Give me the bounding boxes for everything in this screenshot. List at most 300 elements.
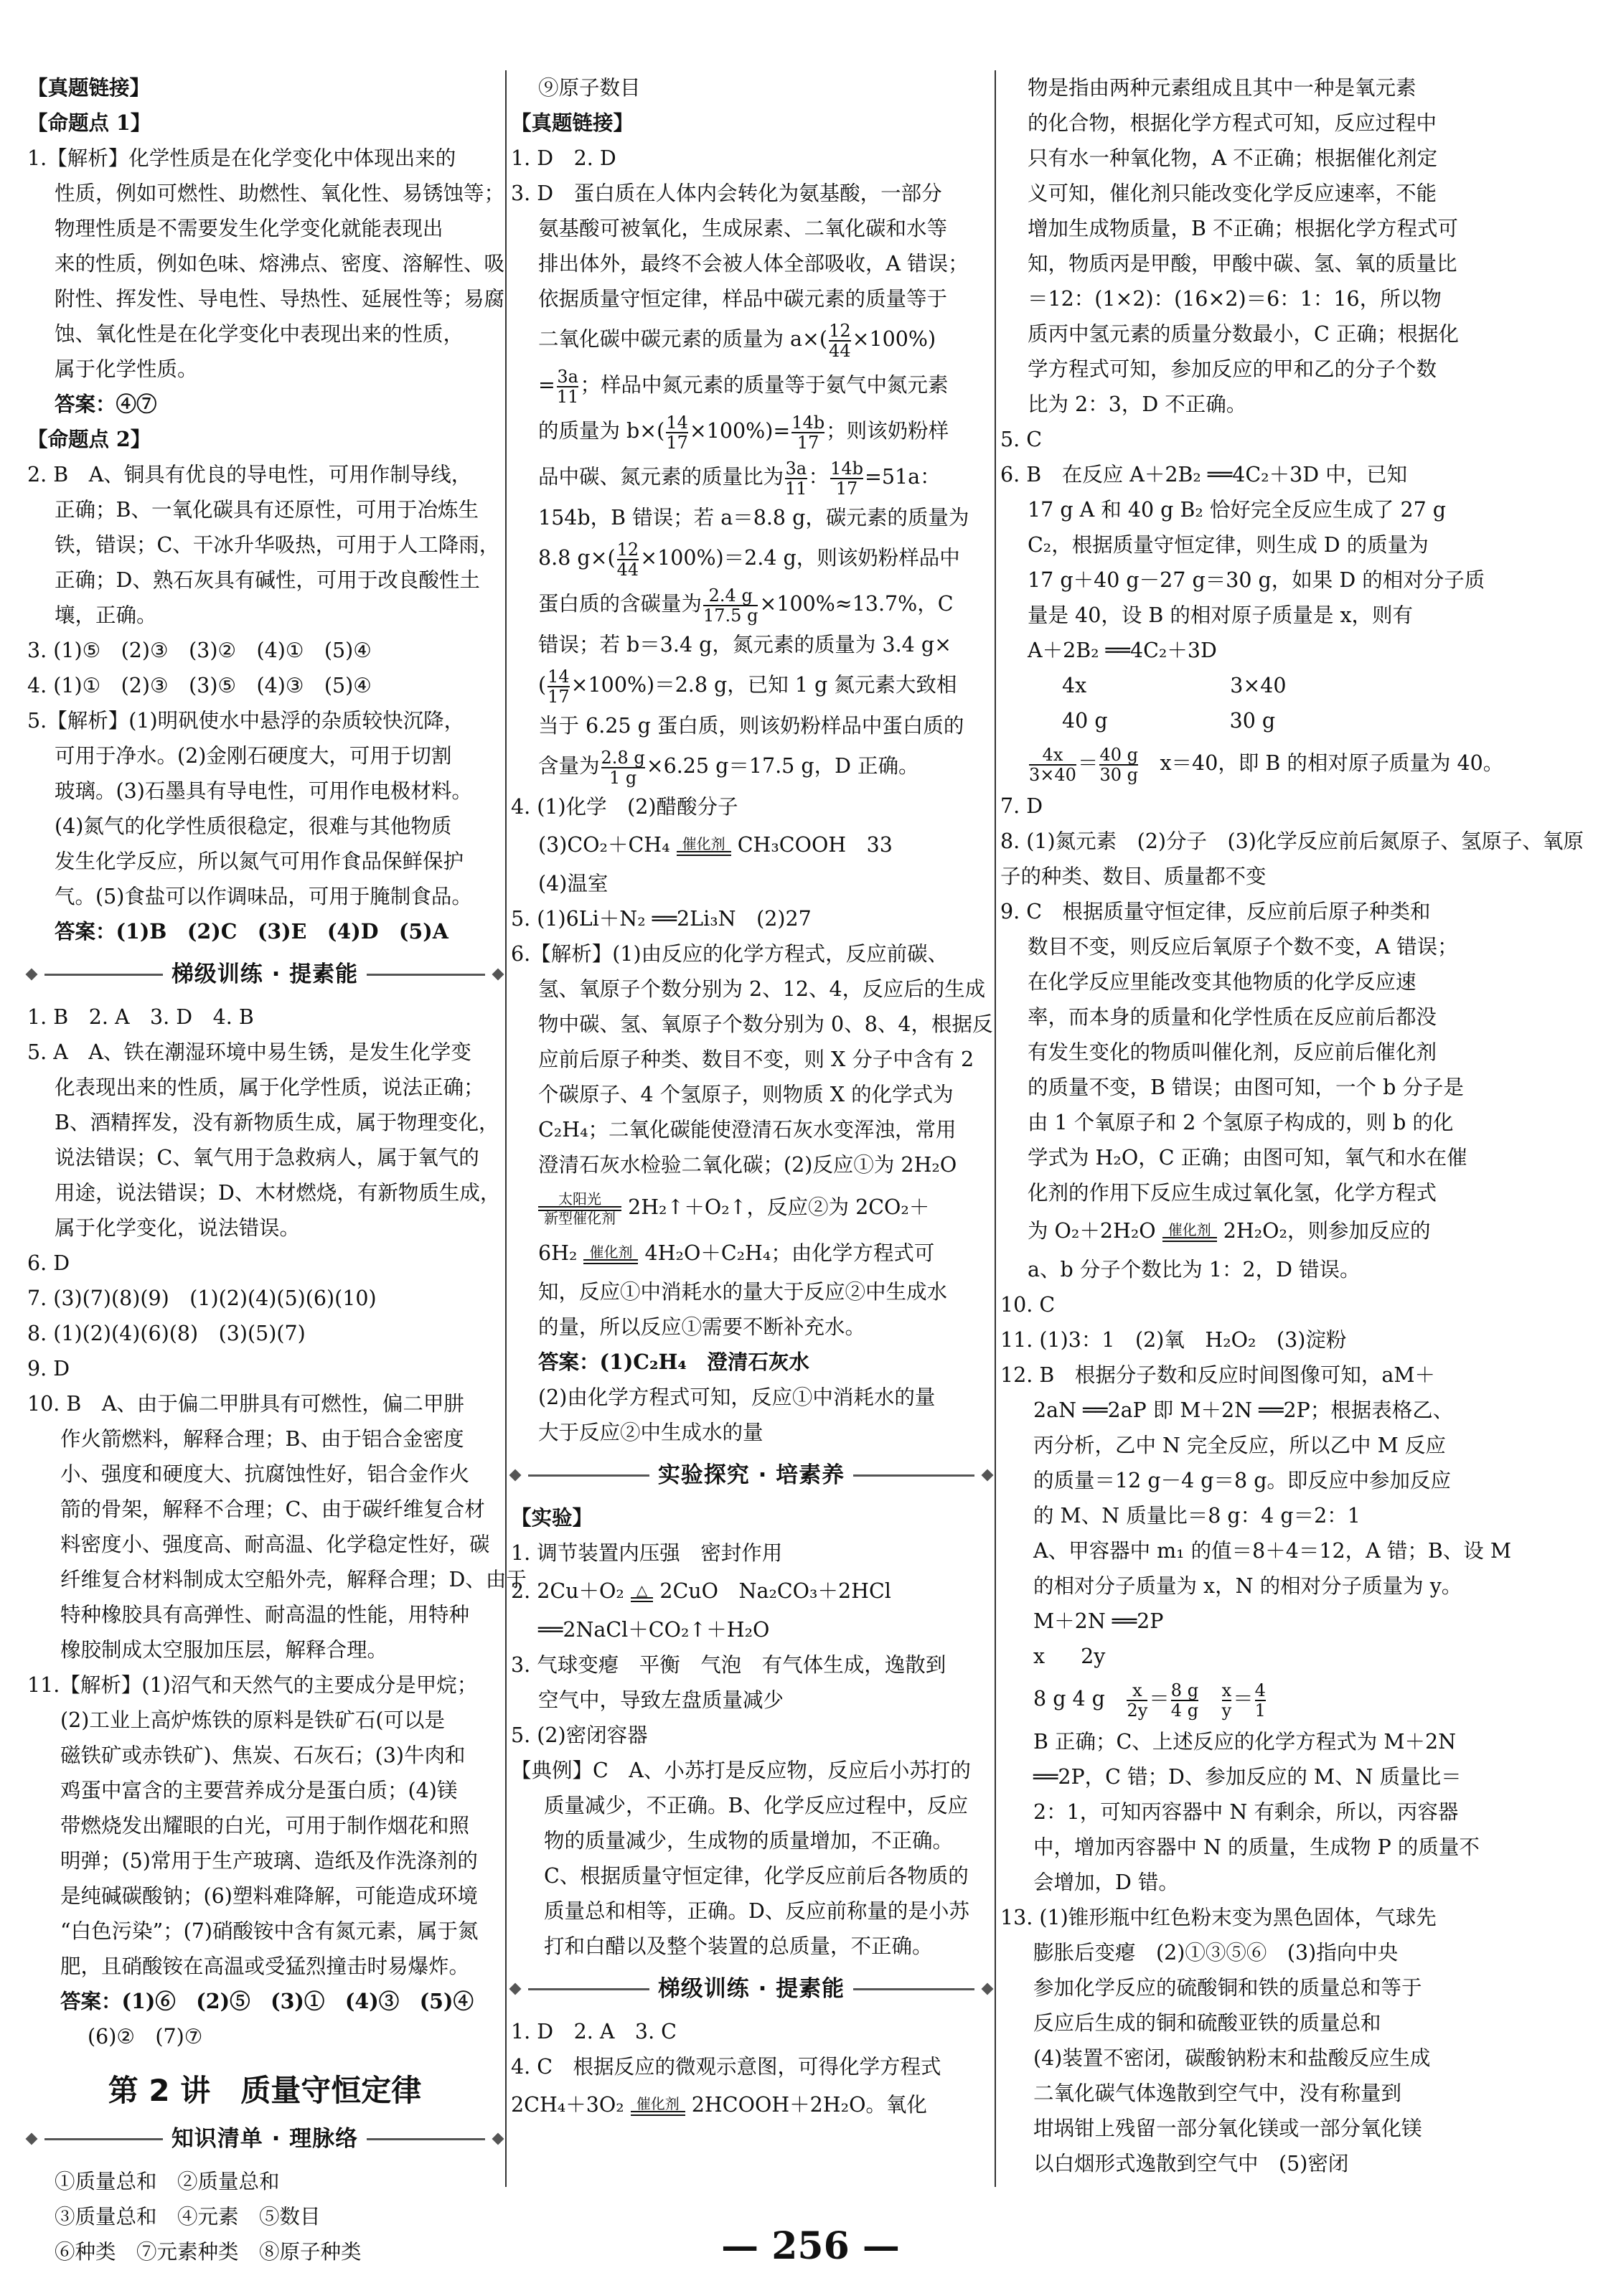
numerator: 4x bbox=[1029, 745, 1076, 766]
text-line: 6.【解析】(1)由反应的化学方程式，反应前碳、 bbox=[511, 942, 949, 966]
text-line: 膨胀后变瘪 (2)①③⑤⑥ (3)指向中央 bbox=[1033, 1941, 1399, 1965]
condition-label: △ bbox=[636, 1581, 648, 1599]
column-divider-2 bbox=[995, 70, 996, 2187]
answer-q1: 1. D 2. D bbox=[511, 146, 616, 170]
point-heading: 【命题点 1】 bbox=[27, 110, 151, 135]
text-line: 应前后原子种类、数目不变，则 X 分子中含有 2 bbox=[538, 1048, 974, 1071]
text-span: 2HCOOH＋2H₂O。氧化 bbox=[691, 2093, 927, 2117]
text-line bbox=[511, 743, 992, 789]
text-line: 17 g＋40 g－27 g＝30 g，如果 D 的相对分子质 bbox=[1028, 568, 1485, 592]
text-span: 2. 2Cu＋O₂ bbox=[511, 1579, 624, 1603]
fraction bbox=[791, 413, 824, 452]
text-line: 打和白醋以及整个装置的总质量，不正确。 bbox=[544, 1934, 933, 1958]
numerator: 14b bbox=[791, 412, 825, 433]
text-line: 学式为 H₂O，C 正确；由图可知，氧气和水在催 bbox=[1028, 1146, 1467, 1170]
answer-q5 bbox=[27, 703, 502, 949]
text-line: 【典例】C A、小苏打是反应物，反应后小苏打的 bbox=[511, 1759, 971, 1782]
text-line: 物理性质是不需要发生化学变化就能表现出 bbox=[55, 217, 443, 240]
column-divider-1 bbox=[505, 70, 507, 2187]
text-line: “白色污染”；(7)硝酸铵中含有氮元素，属于氮 bbox=[60, 1919, 479, 1943]
text-line: 附性、挥发性、导电性、导热性、延展性等；易腐 bbox=[55, 287, 505, 311]
answer-t11 bbox=[27, 1667, 502, 2054]
text-line: 空气中，导致左盘质量减少 bbox=[538, 1688, 784, 1712]
text-line bbox=[511, 824, 992, 866]
text-line bbox=[511, 362, 992, 408]
page-number: — 256 — bbox=[721, 2224, 900, 2268]
answer-line: 答案：④⑦ bbox=[55, 392, 157, 416]
condition-label: 催化剂 bbox=[636, 2095, 680, 2112]
text-span: 含量为 bbox=[538, 754, 600, 778]
text-span: ；则该奶粉样 bbox=[826, 419, 949, 443]
text-span: ： bbox=[808, 465, 830, 489]
numerator: 14 bbox=[666, 412, 688, 433]
text-line: 质量减少，不正确。B、化学反应过程中，反应 bbox=[544, 1794, 968, 1817]
text-span: =51a： bbox=[864, 465, 941, 489]
answer-line: 答案：(1)B (2)C (3)E (4)D (5)A bbox=[55, 919, 448, 944]
text-line: 物是指由两种元素组成且其中一种是氧元素 bbox=[1028, 76, 1416, 100]
fraction bbox=[548, 667, 570, 706]
denominator: 11 bbox=[785, 478, 807, 499]
text-span: ；样品中氮元素的质量等于氨气中氮元素 bbox=[580, 373, 949, 397]
text-span: 2CuO Na₂CO₃＋2HCl bbox=[659, 1579, 891, 1603]
numerator: 3a bbox=[785, 458, 807, 479]
answer-e5: 5. (2)密闭容器 bbox=[511, 1723, 648, 1747]
answer-t1: 1. D 2. A 3. C bbox=[511, 2020, 677, 2043]
text-span: ×100%)= bbox=[689, 419, 791, 443]
denominator: 17 bbox=[548, 686, 570, 707]
section-bar bbox=[511, 1450, 992, 1500]
diamond-icon bbox=[492, 2133, 504, 2145]
text-line: 铁，错误；C、干冰升华吸热，可用于人工降雨， bbox=[55, 533, 500, 557]
text-line: 17 g A 和 40 g B₂ 恰好完全反应生成了 27 g bbox=[1028, 498, 1447, 522]
answer-q2 bbox=[27, 457, 502, 633]
answer-t5 bbox=[27, 1035, 502, 1246]
text-line: 中，增加丙容器中 N 的质量，生成物 P 的质量不 bbox=[1033, 1835, 1480, 1859]
numerator: 14 bbox=[548, 666, 570, 687]
text-line: 质丙中氢元素的质量分数最小，C 正确；根据化 bbox=[1028, 322, 1459, 346]
denominator: 17 bbox=[835, 478, 858, 499]
fraction bbox=[1127, 1681, 1147, 1720]
text-span: 4H₂O＋C₂H₄；由化学方程式可 bbox=[644, 1241, 935, 1265]
text-line: 的质量＝12 g－4 g＝8 g。即反应中参加反应 bbox=[1033, 1469, 1451, 1492]
text-line: 玻璃。(3)石墨具有导电性，可用作电极材料。 bbox=[55, 779, 472, 803]
reaction-arrow bbox=[583, 1245, 638, 1264]
answer-q8: 8. (1)氮元素 (2)分子 (3)化学反应前后氮原子、氢原子、氧原子的种类、数目、质量都不变 bbox=[1000, 829, 1584, 888]
text-line: 正确；B、一氧化碳具有还原性，可用于冶炼生 bbox=[55, 498, 479, 522]
condition-label: 催化剂 bbox=[1167, 1221, 1211, 1238]
answer-t8: 8. (1)(2)(4)(6)(8) (3)(5)(7) bbox=[27, 1322, 306, 1345]
text-line: C₂H₄；二氧化碳能使澄清石灰水变浑浊，常用 bbox=[538, 1118, 957, 1142]
answer-line: (6)② (7)⑦ bbox=[88, 2025, 203, 2048]
denominator: 11 bbox=[556, 386, 579, 407]
text-line: A＋2B₂ ══4C₂＋3D bbox=[1028, 639, 1217, 662]
text-span: = bbox=[538, 373, 555, 397]
knowledge-line: ⑨原子数目 bbox=[538, 76, 641, 100]
lecture-title: 第 2 讲 质量守恒定律 bbox=[108, 2073, 422, 2108]
example bbox=[511, 1753, 992, 1964]
fraction bbox=[1029, 745, 1076, 784]
column-3 bbox=[1000, 70, 1615, 2181]
text-line: 增加生成物质量，B 不正确；根据化学方程式可 bbox=[1028, 217, 1459, 240]
section-heading: 【实验】 bbox=[511, 1505, 593, 1530]
text-line: 来的性质，例如色味、熔沸点、密度、溶解性、吸 bbox=[55, 252, 505, 276]
text-line: C、根据质量守恒定律，化学反应前后各物质的 bbox=[544, 1864, 969, 1888]
text-line bbox=[511, 662, 992, 708]
text-line: 蚀、氧化性是在化学变化中表现出来的性质， bbox=[55, 322, 464, 346]
text-line bbox=[511, 408, 992, 454]
text-line bbox=[1000, 1210, 1615, 1252]
fraction bbox=[1255, 1681, 1266, 1720]
text-line: 发生化学反应，所以氮气可用作食品保鲜保护 bbox=[55, 850, 464, 873]
text-line: (4)氮气的化学性质很稳定，很难与其他物质 bbox=[55, 814, 452, 838]
answer-line: 答案：(1)⑥ (2)⑤ (3)① (4)③ (5)④ bbox=[60, 1989, 474, 2013]
answer-q11: 11. (1)3：1 (2)氧 H₂O₂ (3)淀粉 bbox=[1000, 1328, 1347, 1352]
text-line: 澄清石灰水检验二氧化碳；(2)反应①为 2H₂O bbox=[538, 1153, 957, 1177]
diamond-icon bbox=[509, 1983, 522, 1995]
text-span: 2H₂↑＋O₂↑，反应②为 2CO₂＋ bbox=[628, 1195, 930, 1219]
fraction bbox=[703, 586, 758, 625]
reaction-arrow bbox=[1162, 1223, 1217, 1242]
text-line bbox=[511, 1182, 992, 1233]
fraction bbox=[601, 748, 645, 787]
text-line: 义可知，催化剂只能改变化学反应速率，不能 bbox=[1028, 182, 1437, 205]
section-heading: 【真题链接】 bbox=[27, 75, 151, 100]
text-line: 性质，例如可燃性、助燃性、氧化性、易锈蚀等； bbox=[55, 182, 505, 205]
text-span: 6H₂ bbox=[538, 1241, 578, 1265]
text-line: 磁铁矿或赤铁矿)、焦炭、石灰石；(3)牛肉和 bbox=[60, 1744, 466, 1767]
denominator: 2y bbox=[1127, 1700, 1148, 1721]
text-span: 2y bbox=[1081, 1645, 1106, 1668]
text-span: 3×40 bbox=[1230, 674, 1287, 697]
fraction bbox=[1222, 1681, 1232, 1720]
text-line: B、酒精挥发，没有新物质生成，属于物理变化， bbox=[55, 1111, 499, 1134]
knowledge-line: ①质量总和 ②质量总和 bbox=[55, 2170, 280, 2193]
text-span: CH₃COOH 33 bbox=[737, 833, 893, 857]
denominator: 4 g bbox=[1170, 1700, 1199, 1721]
text-span: ×100%≈13.7%，C bbox=[759, 592, 954, 616]
answer-q9 bbox=[1000, 894, 1615, 1287]
denominator: y bbox=[1221, 1700, 1232, 1721]
answer-e2 bbox=[511, 1571, 992, 1612]
knowledge-line: ⑥种类 ⑦元素种类 ⑧原子种类 bbox=[55, 2240, 362, 2264]
text-line: B 正确；C、上述反应的化学方程式为 M＋2N bbox=[1033, 1730, 1457, 1754]
text-line bbox=[1000, 668, 1615, 703]
text-line bbox=[511, 454, 992, 500]
column-1 bbox=[27, 70, 527, 2269]
diamond-icon bbox=[982, 1983, 994, 1995]
text-line: 10. B A、由于偏二甲肼具有可燃性，偏二甲肼 bbox=[27, 1392, 464, 1416]
text-span: ×100%) bbox=[852, 327, 936, 351]
fraction bbox=[830, 459, 863, 498]
text-line: 橡胶制成太空服加压层，解释合理。 bbox=[60, 1638, 388, 1662]
text-line: a、b 分子个数比为 1：2，D 错误。 bbox=[1028, 1258, 1361, 1281]
text-line: 3. D 蛋白质在人体内会转化为氨基酸，一部分 bbox=[511, 182, 942, 205]
text-span: 4x bbox=[1062, 674, 1087, 697]
text-line: 只有水一种氧化物，A 不正确；根据催化剂定 bbox=[1028, 146, 1438, 170]
fraction bbox=[829, 321, 851, 360]
continued-text bbox=[1000, 70, 1615, 422]
text-line: 的 M、N 质量比＝8 g：4 g＝2：1 bbox=[1033, 1504, 1361, 1528]
condition-label: 新型催化剂 bbox=[544, 1210, 616, 1227]
text-line: 6. B 在反应 A＋2B₂ ══4C₂＋3D 中，已知 bbox=[1000, 463, 1408, 486]
column-2 bbox=[511, 70, 992, 2126]
text-line bbox=[511, 2084, 992, 2126]
text-line: 率，而本身的质量和化学性质在反应前后都没 bbox=[1028, 1005, 1437, 1029]
condition-label: 太阳光 bbox=[558, 1190, 601, 1208]
fraction bbox=[557, 367, 579, 406]
text-line: 属于化学性质。 bbox=[55, 357, 198, 381]
text-line bbox=[511, 316, 992, 362]
numerator: 12 bbox=[616, 539, 639, 560]
text-line: 2. B A、铜具有优良的导电性，可用作制导线， bbox=[27, 463, 472, 486]
text-line bbox=[511, 581, 992, 627]
numerator: 3a bbox=[557, 366, 578, 387]
text-span: 二氧化碳中碳元素的质量为 a×( bbox=[538, 327, 828, 351]
text-span: x＝40，即 B 的相对原子质量为 40。 bbox=[1160, 751, 1504, 775]
text-line: 壤，正确。 bbox=[55, 603, 157, 627]
text-span: 2CH₄＋3O₂ bbox=[511, 2093, 624, 2117]
text-line: 丙分析，乙中 N 完全反应，所以乙中 M 反应 bbox=[1033, 1434, 1446, 1457]
text-span: 为 O₂＋2H₂O bbox=[1028, 1219, 1156, 1243]
text-line: 可用于净水。(2)金刚石硬度大，可用于切割 bbox=[55, 744, 452, 768]
text-line: 12. B 根据分子数和反应时间图像可知，aM＋ bbox=[1000, 1363, 1436, 1387]
numerator: x bbox=[1221, 1680, 1232, 1700]
text-line: 物中碳、氢、氧原子个数分别为 0、8、4，根据反 bbox=[538, 1012, 993, 1036]
text-span: 2H₂O₂，则参加反应的 bbox=[1223, 1219, 1431, 1243]
text-span: 蛋白质的含碳量为 bbox=[538, 592, 703, 616]
point-heading: 【命题点 2】 bbox=[27, 427, 151, 451]
numerator: 12 bbox=[829, 320, 851, 341]
denominator: 17 bbox=[666, 432, 688, 453]
text-line: 2：1，可知丙容器中 N 有剩余，所以，丙容器 bbox=[1033, 1800, 1459, 1824]
text-line: 反应后生成的铜和硫酸亚铁的质量总和 bbox=[1033, 2011, 1381, 2035]
text-line: 氨基酸可被氧化，生成尿素、二氧化碳和水等 bbox=[538, 217, 948, 240]
denominator: 1 g bbox=[609, 767, 637, 788]
numerator: 2.4 g bbox=[703, 586, 758, 606]
answer-q4: 4. (1)① (2)③ (3)⑤ (4)③ (5)④ bbox=[27, 674, 372, 697]
text-line: 知，反应①中消耗水的量大于反应②中生成水 bbox=[538, 1280, 948, 1304]
text-line bbox=[1000, 1639, 1615, 1674]
answer-line: 答案：(1)C₂H₄ 澄清石灰水 bbox=[538, 1350, 809, 1374]
text-line: 2aN ══2aP 即 M＋2N ══2P；根据表格乙、 bbox=[1033, 1398, 1454, 1422]
text-line: 1.【解析】化学性质是在化学变化中体现出来的 bbox=[27, 146, 456, 170]
denominator: 17.5 g bbox=[703, 605, 758, 626]
text-span: 40 g bbox=[1062, 709, 1108, 733]
answer-q1 bbox=[27, 141, 505, 422]
answer-q12 bbox=[1000, 1358, 1615, 1900]
text-line: C₂，根据质量守恒定律，则生成 D 的质量为 bbox=[1028, 533, 1429, 557]
text-line: 由 1 个氧原子和 2 个氢原子构成的，则 b 的化 bbox=[1028, 1111, 1454, 1134]
text-line: 的质量不变，B 错误；由图可知，一个 b 分子是 bbox=[1028, 1076, 1464, 1099]
text-line: 坩埚钳上残留一部分氧化镁或一部分氧化镁 bbox=[1033, 2117, 1422, 2140]
answer-q3 bbox=[511, 176, 992, 789]
text-span: 的质量为 b×( bbox=[538, 419, 665, 443]
text-line: 依据质量守恒定律，样品中碳元素的质量等于 bbox=[538, 287, 948, 311]
condition-label: 催化剂 bbox=[682, 835, 725, 852]
text-line: ══2P，C 错；D、参加反应的 M、N 质量比＝ bbox=[1033, 1765, 1462, 1789]
answer-q4 bbox=[511, 789, 992, 901]
answer-q5: 5. C bbox=[1000, 428, 1043, 451]
answer-line: (2)由化学方程式可知，反应①中消耗水的量 bbox=[538, 1385, 936, 1409]
diamond-icon bbox=[509, 1469, 522, 1482]
answer-q10: 10. C bbox=[1000, 1293, 1056, 1317]
text-line: 8 g 4 g $\frac{x}{2y}$ ＝ $\frac{8 g}{4 g}$ $\frac{x}{y}$ ＝ $\frac{4}{1}$ bbox=[1033, 1680, 1266, 1721]
denominator: 30 g bbox=[1099, 764, 1138, 785]
text-line: 13. (1)锥形瓶中红色粉末变为黑色固体，气球先 bbox=[1000, 1906, 1437, 1929]
fraction bbox=[666, 413, 688, 452]
numerator: 40 g bbox=[1099, 744, 1138, 765]
answer-e1: 1. 调节装置内压强 密封作用 bbox=[511, 1541, 783, 1565]
text-line: 会增加，D 错。 bbox=[1033, 1871, 1179, 1894]
text-line: 个碳原子、4 个氢原子，则物质 X 的化学式为 bbox=[538, 1083, 954, 1106]
numerator: 4 bbox=[1254, 1680, 1266, 1700]
text-line: 气。(5)食盐可以作调味品，可用于腌制食品。 bbox=[55, 885, 472, 908]
text-line: (4)温室 bbox=[538, 872, 609, 895]
answer-t9: 9. D bbox=[27, 1357, 70, 1380]
text-span: 30 g bbox=[1229, 709, 1276, 733]
answer-e3: 3. 气球变瘪 平衡 气泡 有气体生成，逸散到 bbox=[511, 1653, 946, 1677]
answer-q13 bbox=[1000, 1900, 1615, 2181]
numerator: 2.8 g bbox=[601, 747, 645, 768]
text-line: 的相对分子质量为 x，N 的相对分子质量为 y。 bbox=[1033, 1574, 1462, 1598]
text-line: 有发生变化的物质叫催化剂，反应前后催化剂 bbox=[1028, 1040, 1437, 1064]
text-line: 纤维复合材料制成太空船外壳，解释合理；D、由于 bbox=[60, 1568, 527, 1591]
answer-t1: 1. B 2. A 3. D 4. B bbox=[27, 1005, 254, 1029]
answer-t7: 7. (3)(7)(8)(9) (1)(2)(4)(5)(6)(10) bbox=[27, 1286, 377, 1310]
section-bar-title: 梯级训练 · 提素能 bbox=[171, 961, 359, 987]
denominator: 44 bbox=[616, 559, 639, 580]
text-span: 8 g 4 g bbox=[1033, 1687, 1105, 1711]
text-line: 鸡蛋中富含的主要营养成分是蛋白质；(4)镁 bbox=[60, 1779, 458, 1802]
text-line: 量是 40，设 B 的相对原子质量是 x，则有 bbox=[1028, 603, 1414, 627]
text-line: 小、强度和硬度大、抗腐蚀性好，铝合金作火 bbox=[60, 1462, 470, 1486]
text-line: 明弹；(5)常用于生产玻璃、造纸及作洗涤剂的 bbox=[60, 1849, 478, 1873]
text-line: 5. A A、铁在潮湿环境中易生锈，是发生化学变 bbox=[27, 1040, 471, 1064]
denominator: 44 bbox=[829, 340, 851, 361]
numerator: 8 g bbox=[1170, 1680, 1199, 1700]
text-line: 氢、氧原子个数分别为 2、12、4，反应后的生成 bbox=[538, 977, 986, 1001]
text-line: A、甲容器中 m₁ 的值＝8＋4＝12，A 错；B、设 M bbox=[1033, 1539, 1512, 1563]
text-line: 作火箭燃料，解释合理；B、由于铝合金密度 bbox=[60, 1427, 464, 1451]
text-line: 的化合物，根据化学方程式可知，反应过程中 bbox=[1028, 111, 1437, 135]
answer-q6 bbox=[1000, 457, 1615, 789]
reaction-arrow bbox=[631, 2097, 685, 2116]
text-line: (4)装置不密闭，碳酸钠粉末和盐酸反应生成 bbox=[1033, 2046, 1431, 2070]
answer-t4: 4. C 根据反应的微观示意图，可得化学方程式 bbox=[511, 2055, 941, 2079]
fraction bbox=[617, 540, 639, 579]
diamond-icon bbox=[26, 969, 38, 981]
text-line: 154b，B 错误；若 a＝8.8 g，碳元素的质量为 bbox=[538, 506, 969, 530]
answer-t6: 6. D bbox=[27, 1251, 70, 1275]
text-span: x bbox=[1033, 1645, 1046, 1668]
text-span: ×6.25 g＝17.5 g，D 正确。 bbox=[646, 754, 919, 778]
text-line: 比为 2：3，D 不正确。 bbox=[1028, 392, 1247, 416]
answer-q5: 5. (1)6Li＋N₂ ══2Li₃N (2)27 bbox=[511, 907, 812, 931]
text-line: 5.【解析】(1)明矾使水中悬浮的杂质较快沉降， bbox=[27, 709, 465, 733]
text-line: 参加化学反应的硫酸铜和铁的质量总和等于 bbox=[1033, 1976, 1422, 2000]
text-line: 正确；D、熟石灰具有碱性，可用于改良酸性土 bbox=[55, 568, 480, 592]
text-line bbox=[511, 1233, 992, 1274]
fraction bbox=[1171, 1681, 1198, 1720]
answer-q7: 7. D bbox=[1000, 794, 1043, 818]
text-line: 学方程式可知，参加反应的甲和乙的分子个数 bbox=[1028, 357, 1437, 381]
diamond-icon bbox=[492, 969, 504, 981]
numerator: x bbox=[1127, 1681, 1147, 1701]
text-span: 8.8 g×( bbox=[538, 546, 616, 570]
text-line: 4. (1)化学 (2)醋酸分子 bbox=[511, 795, 738, 819]
text-line: 二氧化碳气体逸散到空气中，没有称量到 bbox=[1033, 2081, 1402, 2105]
text-span: (3)CO₂＋CH₄ bbox=[538, 833, 670, 857]
text-line: 质量总和相等，正确。D、反应前称量的是小苏 bbox=[544, 1899, 969, 1923]
answer-q6 bbox=[511, 936, 992, 1450]
text-span: ＝ bbox=[1077, 751, 1099, 775]
text-line: ══2NaCl＋CO₂↑＋H₂O bbox=[538, 1618, 770, 1642]
text-line: 在化学反应里能改变其他物质的化学反应速 bbox=[1028, 970, 1416, 994]
section-bar-title: 实验探究 · 培素养 bbox=[657, 1462, 845, 1488]
numerator: 14b bbox=[830, 458, 863, 479]
text-line: 说法错误；C、氧气用于急救病人，属于氧气的 bbox=[55, 1146, 479, 1170]
text-line: 用途，说法错误；D、木材燃烧，有新物质生成， bbox=[55, 1181, 501, 1205]
denominator: 17 bbox=[797, 432, 819, 453]
section-bar bbox=[511, 1964, 992, 2014]
condition-label: 催化剂 bbox=[589, 1243, 633, 1261]
text-line: 知，物质丙是甲酸，甲酸中碳、氢、氧的质量比 bbox=[1028, 252, 1457, 276]
text-line: 的量，所以反应①需要不断补充水。 bbox=[538, 1315, 866, 1339]
diamond-icon bbox=[982, 1469, 994, 1482]
knowledge-line: ③质量总和 ④元素 ⑤数目 bbox=[55, 2205, 321, 2229]
denominator: 1 bbox=[1254, 1700, 1266, 1721]
section-bar-title: 知识清单 · 理脉络 bbox=[171, 2125, 359, 2152]
text-line: 肥，且硝酸铵在高温或受猛烈撞击时易爆炸。 bbox=[60, 1954, 470, 1978]
text-line: 化剂的作用下反应生成过氧化氢，化学方程式 bbox=[1028, 1181, 1437, 1205]
text-line: (2)工业上高炉炼铁的原料是铁矿石(可以是 bbox=[60, 1708, 445, 1732]
text-line: 物的质量减少，生成物的质量增加，不正确。 bbox=[544, 1829, 954, 1853]
reaction-arrow bbox=[631, 1583, 653, 1602]
fraction bbox=[785, 459, 807, 498]
text-line: 属于化学变化，说法错误。 bbox=[55, 1216, 301, 1240]
text-span: ×100%)＝2.8 g，已知 1 g 氮元素大致相 bbox=[570, 673, 957, 697]
text-line: 料密度小、强度高、耐高温、化学稳定性好，碳 bbox=[60, 1533, 490, 1556]
diamond-icon bbox=[26, 2133, 38, 2145]
section-bar-title: 梯级训练 · 提素能 bbox=[657, 1975, 845, 2002]
text-span: ×100%)＝2.4 g，则该奶粉样品中 bbox=[640, 546, 960, 570]
text-line: 9. C 根据质量守恒定律，反应前后原子种类和 bbox=[1000, 900, 1431, 923]
text-line bbox=[1000, 738, 1615, 789]
text-line: M＋2N ══2P bbox=[1033, 1609, 1164, 1633]
text-line: 化表现出来的性质，属于化学性质，说法正确； bbox=[55, 1076, 484, 1099]
fraction bbox=[1099, 745, 1138, 784]
text-line bbox=[1000, 703, 1615, 738]
text-line: 以白烟形式逸散到空气中 (5)密闭 bbox=[1033, 2152, 1349, 2175]
section-bar bbox=[27, 2114, 502, 2164]
text-line: ＝12：(1×2)：(16×2)＝6：1：16，所以物 bbox=[1028, 287, 1442, 311]
text-line: 是纯碱碳酸钠；(6)塑料难降解，可能造成环境 bbox=[60, 1884, 478, 1908]
text-line: 当于 6.25 g 蛋白质，则该奶粉样品中蛋白质的 bbox=[538, 714, 964, 738]
text-line: 11.【解析】(1)沼气和天然气的主要成分是甲烷； bbox=[27, 1673, 478, 1697]
denominator: 3×40 bbox=[1029, 764, 1076, 785]
text-line: 错误；若 b＝3.4 g，氮元素的质量为 3.4 g× bbox=[538, 633, 952, 657]
text-line: 特种橡胶具有高弹性、耐高温的性能，用特种 bbox=[60, 1603, 470, 1627]
section-bar bbox=[27, 949, 502, 999]
reaction-arrow bbox=[538, 1192, 621, 1225]
answer-t10 bbox=[27, 1386, 527, 1667]
text-span: ( bbox=[538, 673, 547, 697]
text-line bbox=[511, 535, 992, 581]
answer-line: 大于反应②中生成水的量 bbox=[538, 1421, 763, 1444]
answer-q3: 3. (1)⑤ (2)③ (3)② (4)① (5)④ bbox=[27, 639, 372, 662]
reaction-arrow bbox=[677, 837, 731, 856]
text-span: 品中碳、氮元素的质量比为 bbox=[538, 465, 784, 489]
